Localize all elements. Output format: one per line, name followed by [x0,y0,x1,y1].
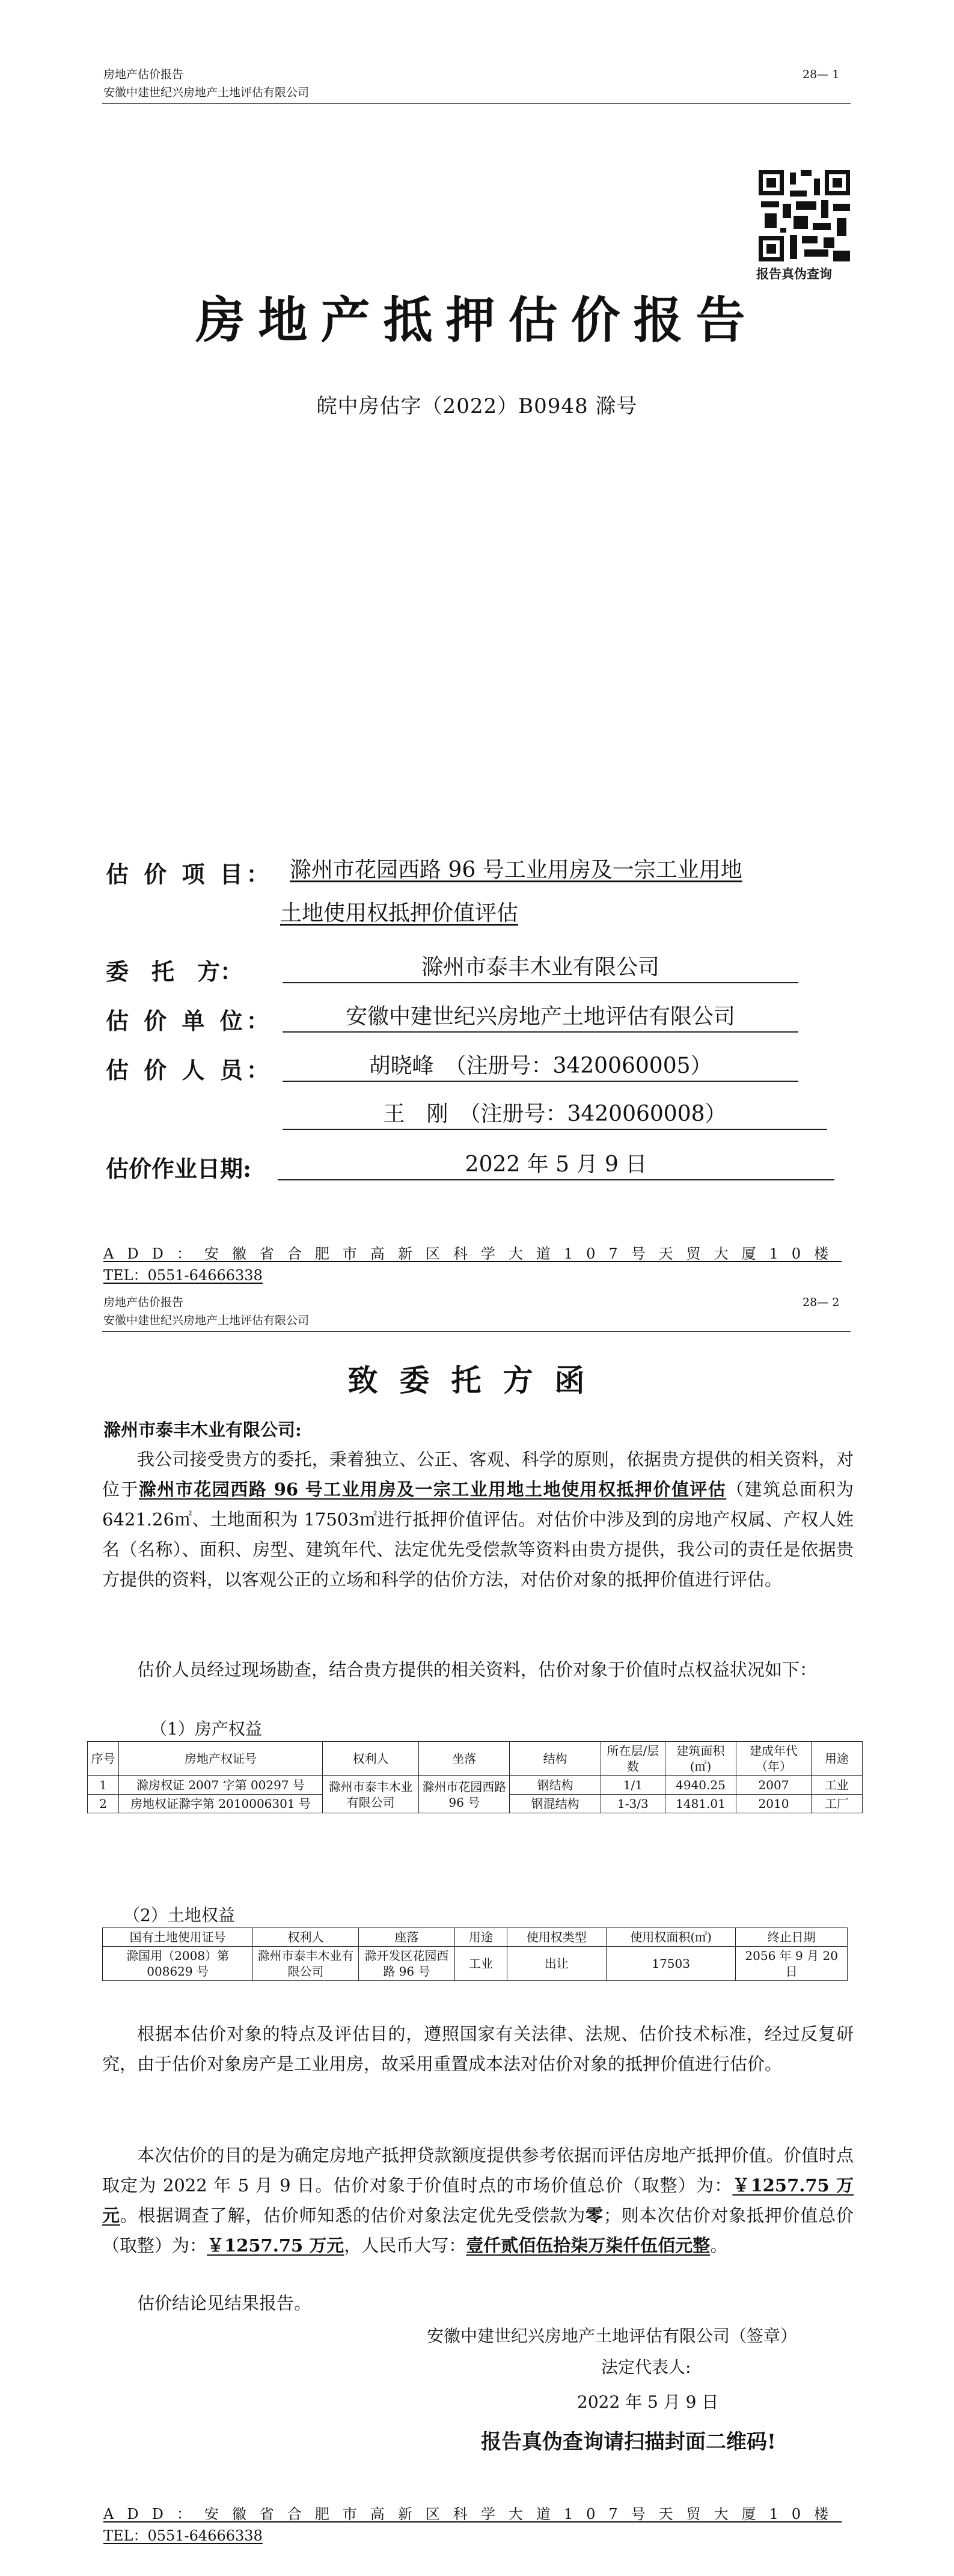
para4-text-a: 本次估价的目的是为确定房地产抵押贷款额度提供参考依据而评估房地产抵押价值。价值时点取定为 2022 年 5 月 9 日。估价对象于价值时点的市场价值总价（取整）为： [102,2145,854,2196]
client-value [283,953,798,983]
page-number: 28— 2 [803,1296,840,1309]
cell: 滁房权证 2007 字第 00297 号 [118,1776,322,1795]
col-area: 建筑面积(㎡) [665,1742,736,1776]
col-land-cert: 国有土地使用证号 [103,1928,253,1947]
letter-paragraph-3: 根据本估价对象的特点及评估目的，遵照国家有关法律、法规、估价技术标准，经过反复研究，由于估价对象房产是工业用房，故采用重置成本法对估价对象的抵押价值进行估价。 [102,2024,854,2074]
para1-subject: 滁州市花园西路 96 号工业用房及一宗工业用地土地使用权抵押价值评估 [138,1479,727,1500]
land-rights-heading: （2）土地权益 [123,1905,235,1925]
col-owner: 权利人 [323,1742,419,1776]
col-year: 建成年代（年） [736,1742,812,1776]
appraiser-1 [283,1052,798,1082]
cell: 1/1 [601,1776,665,1795]
para4-text-e: 。 [710,2235,728,2256]
letter-paragraph-5: 估价结论见结果报告。 [137,2293,312,2313]
work-date-value [278,1150,834,1180]
house-rights-heading: （1）房产权益 [150,1719,262,1739]
footer-tel: TEL：0551-64666338 [103,1267,263,1284]
page-header-company: 安徽中建世纪兴房地产土地评估有限公司 [103,1314,310,1327]
cell: 滁州市泰丰木业有限公司 [253,1947,358,1981]
col-land-end: 终止日期 [736,1928,848,1947]
cell: 工业 [455,1947,507,1981]
mortgage-value-in-words: 壹仟贰佰伍拾柒万柒仟伍佰元整 [466,2235,711,2256]
mortgage-value: ￥1257.75 万元 [207,2235,344,2256]
footer-tel: TEL：0551-64666338 [103,2527,263,2544]
project-value-line2: 土地使用权抵押价值评估 [280,901,519,926]
cell: 滁开发区花园西路 96 号 [358,1947,455,1981]
work-date-text: 2022 年 5 月 9 日 [465,1152,647,1177]
cell: 4940.25 [665,1776,736,1795]
appraisal-unit-value [283,1003,798,1033]
client-label: 委 托 方： [106,958,243,985]
appraiser-1-text: 胡晓峰 （注册号：3420060005） [368,1054,712,1078]
priority-claim-value: 零 [586,2205,604,2226]
cell: 钢混结构 [510,1795,601,1813]
land-rights-table [102,1927,848,1981]
qr-caption: 报告真伪查询 [756,266,832,281]
para1-text-c: （建筑总面积为 6421.26㎡、土地面积为 17503㎡进行抵押价值评估。对估价中涉及到的房地产权属、产权人姓名（名称）、面积、房型、建筑年代、法定优先受偿款等资料由贵方提供，我公司的责任是依据贵方提供的资料，以客观公正的立场和科学的估价方法，对估价对象的抵押价值进行评估。 [102,1479,854,1590]
signature-date: 2022 年 5 月 9 日 [577,2392,719,2412]
page-number: 28— 1 [803,68,840,81]
signature-company: 安徽中建世纪兴房地产土地评估有限公司（签章） [427,2326,798,2346]
footer-address: ADD：安徽省合肥市高新区科学大道107号天贸大厦10楼 [103,1245,842,1262]
cell: 工厂 [811,1795,862,1813]
page-header-title: 房地产估价报告 [103,1296,184,1309]
project-label: 估 价 项 目： [106,861,273,888]
col-use: 用途 [811,1742,862,1776]
project-value-line1: 滁州市花园西路 96 号工业用房及一宗工业用地 [290,858,742,882]
house-rights-table [87,1741,863,1813]
page-header-title: 房地产估价报告 [103,68,184,81]
para4-text-c: ；则本次估价对象抵押价值总价（取整）为： [102,2205,854,2256]
col-index: 序号 [88,1742,119,1776]
col-land-use: 用途 [455,1928,507,1947]
letter-paragraph-1 [102,1444,854,1595]
cell: 滁国用（2008）第 008629 号 [103,1947,253,1981]
col-land-area: 使用权面积(㎡) [606,1928,735,1947]
appraisal-unit-text: 安徽中建世纪兴房地产土地评估有限公司 [345,1004,735,1029]
client-value-text: 滁州市泰丰木业有限公司 [421,955,659,980]
verification-note: 报告真伪查询请扫描封面二维码! [481,2430,776,2454]
header-rule [102,1331,851,1332]
cell-owner: 滁州市泰丰木业有限公司 [323,1776,419,1813]
salutation: 滁州市泰丰木业有限公司: [103,1420,302,1440]
col-cert: 房地产权证号 [118,1742,322,1776]
qr-code-icon[interactable] [759,170,850,261]
para4-text-d: ，人民币大写： [344,2235,466,2256]
col-floor: 所在层/层数 [601,1742,665,1776]
cell: 17503 [606,1947,735,1981]
letter-paragraph-2: 估价人员经过现场勘查，结合贵方提供的相关资料，估价对象于价值时点权益状况如下： [137,1659,818,1680]
legal-representative: 法定代表人: [601,2357,691,2377]
cell: 1 [88,1776,119,1795]
cell: 出让 [507,1947,606,1981]
para4-text-b: 。根据调查了解，估价师知悉的估价对象法定优先受偿款为 [120,2205,586,2226]
col-location: 坐落 [419,1742,510,1776]
col-land-location: 座落 [358,1928,455,1947]
page-header-company: 安徽中建世纪兴房地产土地评估有限公司 [103,86,310,99]
cell: 工业 [811,1776,862,1795]
table-header-row [103,1928,848,1947]
appraiser-2 [283,1100,827,1130]
letter-title: 致委托方函 [347,1363,607,1398]
letter-paragraph-4 [102,2140,854,2260]
cell-location: 滁州市花园西路 96 号 [419,1776,510,1813]
cell: 1-3/3 [601,1795,665,1813]
cell: 2056 年 9 月 20 日 [736,1947,848,1981]
table-header-row [88,1742,863,1776]
col-structure: 结构 [510,1742,601,1776]
para1-text-a: 我公司接受贵方的委托，秉着独立、公正、客观、科学的原则，依据贵方提供的相关资料，对位于 [102,1449,854,1500]
appraiser-label: 估 价 人 员： [106,1057,273,1084]
cell: 2010 [736,1795,812,1813]
col-land-type: 使用权类型 [507,1928,606,1947]
cell: 房地权证滁字第 2010006301 号 [118,1795,322,1813]
cell: 1481.01 [665,1795,736,1813]
page-2 [0,1289,954,2576]
report-number: 皖中房估字（2022）B0948 滁号 [316,394,638,418]
appraiser-2-text: 王 刚 （注册号：3420060008） [383,1102,727,1126]
cell: 钢结构 [510,1776,601,1795]
work-date-label: 估价作业日期: [106,1155,252,1182]
header-rule [102,103,851,104]
market-value: ￥1257.75 万元 [102,2175,854,2226]
appraisal-unit-label: 估 价 单 位： [106,1007,273,1034]
report-title: 房地产抵押估价报告 [195,291,759,349]
table-row [103,1947,848,1981]
footer-address: ADD：安徽省合肥市高新区科学大道107号天贸大厦10楼 [103,2506,842,2523]
cell: 2 [88,1795,119,1813]
table-row [88,1776,863,1795]
col-land-owner: 权利人 [253,1928,358,1947]
cell: 2007 [736,1776,812,1795]
